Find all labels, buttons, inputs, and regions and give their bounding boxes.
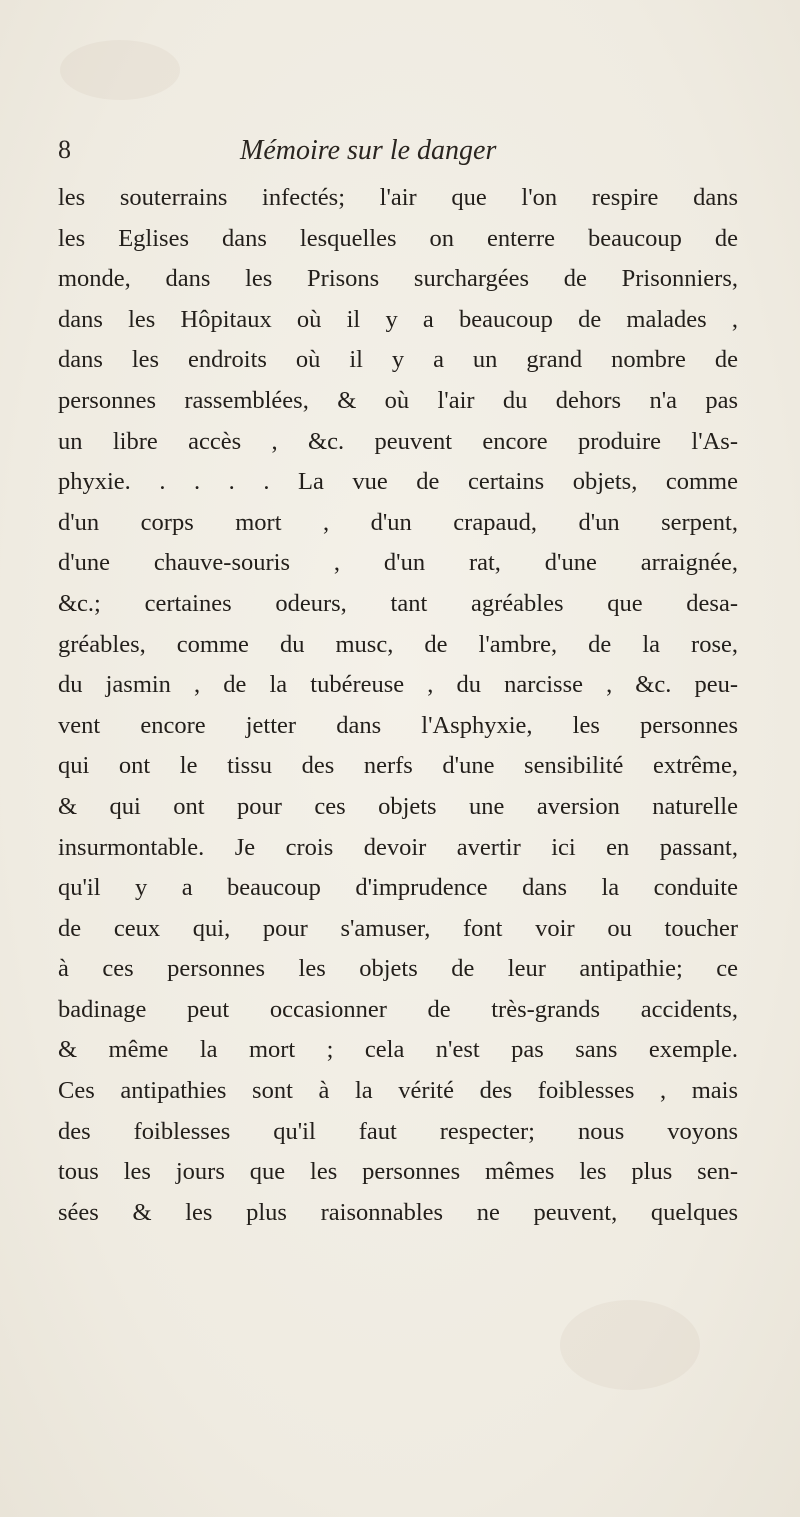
text-line: insurmontable. Je crois devoir avertir ici en passant, (58, 833, 738, 861)
text-line: gréables, comme du musc, de l'ambre, de la rose, (58, 630, 738, 658)
text-line: phyxie. . . . . La vue de certains objets, comme (58, 468, 738, 496)
text-line: à ces personnes les objets de leur antipathie; ce (58, 955, 738, 983)
text-line: les Eglises dans lesquelles on enterre beaucoup de (58, 224, 738, 252)
text-line: les souterrains infectés; l'air que l'on respire dans (58, 184, 738, 211)
text-line: des foiblesses qu'il faut respecter; nous voyons (58, 1117, 738, 1145)
text-line: dans les Hôpitaux où il y a beaucoup de malades , (58, 305, 738, 333)
text-line: personnes rassemblées, & où l'air du dehors n'a pas (58, 386, 738, 414)
page-number: 8 (58, 135, 71, 164)
text-line: tous les jours que les personnes mêmes les plus sen- (58, 1158, 738, 1186)
text-line: un libre accès , &c. peuvent encore produire l'As- (58, 427, 738, 455)
text-line: d'une chauve-souris , d'un rat, d'une arraignée, (58, 549, 738, 577)
text-line: vent encore jetter dans l'Asphyxie, les personnes (58, 711, 738, 739)
text-line: & même la mort ; cela n'est pas sans exemple. (58, 1036, 738, 1064)
running-title: Mémoire sur le danger (240, 135, 497, 166)
text-line: d'un corps mort , d'un crapaud, d'un serpent, (58, 508, 738, 536)
text-line: qu'il y a beaucoup d'imprudence dans la conduite (58, 874, 738, 902)
text-line: du jasmin , de la tubéreuse , du narcisse , &c. peu- (58, 671, 738, 699)
text-line: qui ont le tissu des nerfs d'une sensibilité extrême, (58, 752, 738, 780)
text-line: badinage peut occasionner de très-grands accidents, (58, 995, 738, 1023)
text-line: Ces antipathies sont à la vérité des foiblesses , mais (58, 1077, 738, 1105)
running-head (50, 135, 750, 175)
text-line: dans les endroits où il y a un grand nombre de (58, 346, 738, 374)
text-line: & qui ont pour ces objets une aversion naturelle (58, 792, 738, 820)
paper-stain (60, 40, 180, 100)
text-line: monde, dans les Prisons surchargées de Prisonniers, (58, 265, 738, 293)
paper-stain (560, 1300, 700, 1390)
text-line: &c.; certaines odeurs, tant agréables que desa- (58, 589, 738, 617)
text-line: de ceux qui, pour s'amuser, font voir ou toucher (58, 914, 738, 942)
text-line: sées & les plus raisonnables ne peuvent, quelques (58, 1198, 738, 1226)
body-text (58, 178, 738, 1233)
